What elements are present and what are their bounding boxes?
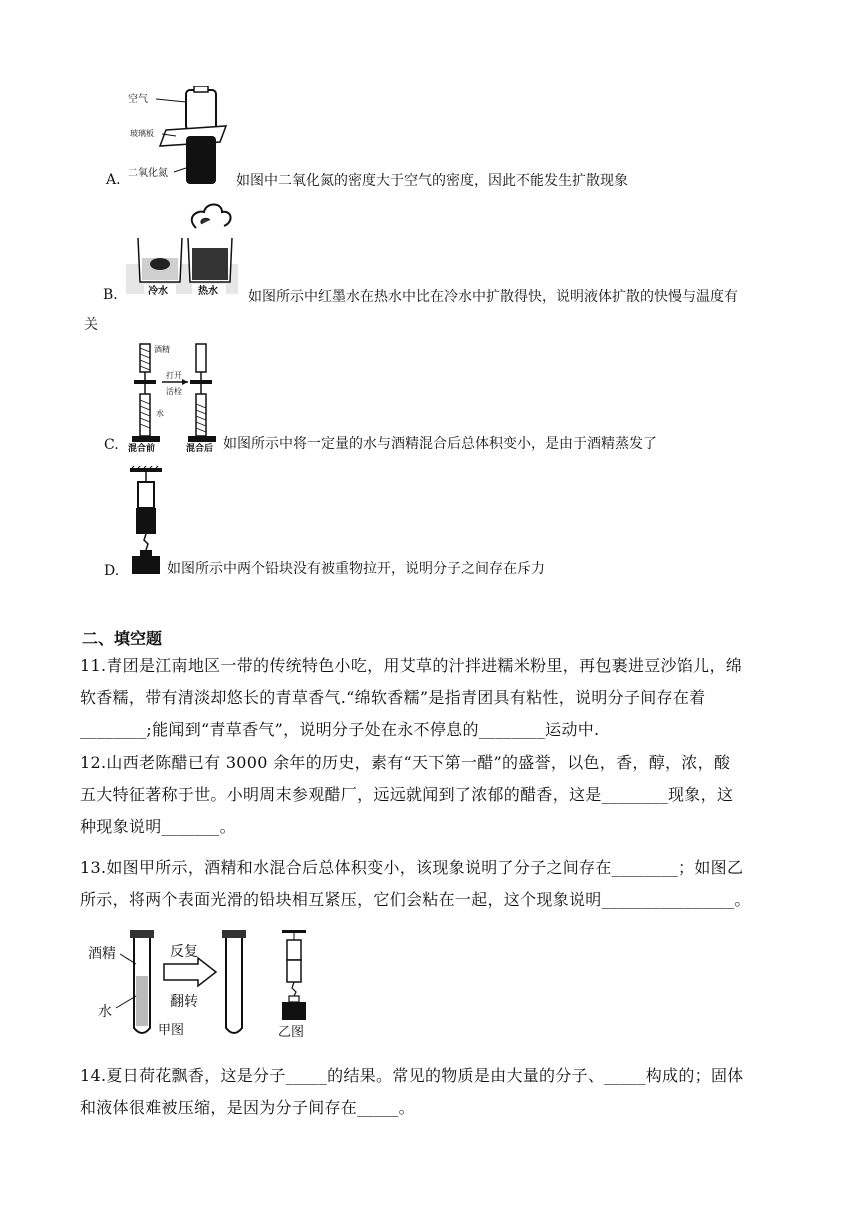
- option-c-label-water: 水: [156, 409, 164, 418]
- option-c-label-before: 混合前: [128, 444, 156, 452]
- question-11-line-2: 软香糯，带有清淡却悠长的青草香气.“绵软香糯”是指青团具有粘性，说明分子间存在着: [80, 688, 706, 707]
- q13-label-yi: 乙图: [278, 1025, 305, 1040]
- option-d-text[interactable]: 如图所示中两个铅块没有被重物拉开，说明分子之间存在斥力: [167, 561, 545, 577]
- q13-label-flip: 翻转: [170, 994, 198, 1010]
- option-b-text[interactable]: 如图所示中红墨水在热水中比在冷水中扩散得快，说明液体扩散的快慢与温度有: [248, 289, 738, 305]
- section-title: 二、填空题: [82, 629, 163, 648]
- question-11: [80, 650, 780, 746]
- option-b-label-cold: 冷水: [148, 286, 168, 297]
- option-c-label-alcohol: 酒精: [154, 345, 170, 354]
- question-13-figure: [86, 924, 326, 1044]
- option-b-figure: [126, 198, 238, 298]
- option-b-letter: B.: [103, 287, 118, 303]
- question-12-line-2[interactable]: 五大特征著称于世。小明周末参观醋厂，远远就闻到了浓郁的醋香，这是________现象，这: [80, 785, 734, 804]
- option-a-figure: [128, 86, 232, 186]
- q13-label-repeat: 反复: [170, 944, 198, 960]
- option-d-figure: [128, 466, 164, 578]
- question-11-line-1: 11.青团是江南地区一带的传统特色小吃，用艾草的汁拌进糯米粉里，再包裹进豆沙馅儿，绵: [80, 656, 743, 675]
- question-12-line-3[interactable]: 种现象说明_______。: [80, 817, 236, 836]
- option-b-text-cont: 关: [84, 317, 98, 333]
- question-13-line-2[interactable]: 所示，将两个表面光滑的铅块相互紧压，它们会粘在一起，这个现象说明________________。: [80, 890, 751, 909]
- question-14: [80, 1060, 780, 1124]
- question-11-line-3[interactable]: ________;能闻到“青草香气”，说明分子处在永不停息的________运动中.: [80, 720, 600, 739]
- option-a-text[interactable]: 如图中二氧化氮的密度大于空气的密度，因此不能发生扩散现象: [236, 173, 628, 189]
- option-c-label-open: 打开: [166, 371, 182, 380]
- question-13-line-1[interactable]: 13.如图甲所示，酒精和水混合后总体积变小，该现象说明了分子之间存在________；如图乙: [80, 858, 744, 877]
- question-13: [80, 852, 780, 916]
- option-d-letter: D.: [104, 563, 120, 579]
- q13-label-jia: 甲图: [158, 1023, 185, 1038]
- question-12-line-1: 12.山西老陈醋已有 3000 余年的历史，素有“天下第一醋”的盛誉，以色，香，醇，浓，酸: [80, 753, 731, 772]
- option-c-letter: C.: [104, 437, 119, 453]
- q13-label-water: 水: [98, 1004, 112, 1020]
- option-a-label-air: 空气: [128, 94, 148, 105]
- option-b-label-hot: 热水: [198, 286, 218, 297]
- option-a-label-plate: 玻璃板: [130, 129, 154, 138]
- q13-label-alcohol: 酒精: [88, 946, 116, 962]
- option-c-label-after: 混合后: [186, 444, 214, 452]
- option-a-label-no2: 二氧化氮: [128, 168, 168, 179]
- option-c-figure: [126, 340, 222, 452]
- option-c-label-valve: 活栓: [166, 387, 182, 396]
- question-14-line-2[interactable]: 和液体很难被压缩，是因为分子间存在_____。: [80, 1098, 415, 1117]
- option-a-letter: A.: [106, 172, 121, 188]
- option-c-text[interactable]: 如图所示中将一定量的水与酒精混合后总体积变小，是由于酒精蒸发了: [223, 436, 657, 452]
- question-12: [80, 747, 780, 843]
- question-14-line-1[interactable]: 14.夏日荷花飘香，这是分子_____的结果。常见的物质是由大量的分子、_____构成的；固体: [80, 1066, 744, 1085]
